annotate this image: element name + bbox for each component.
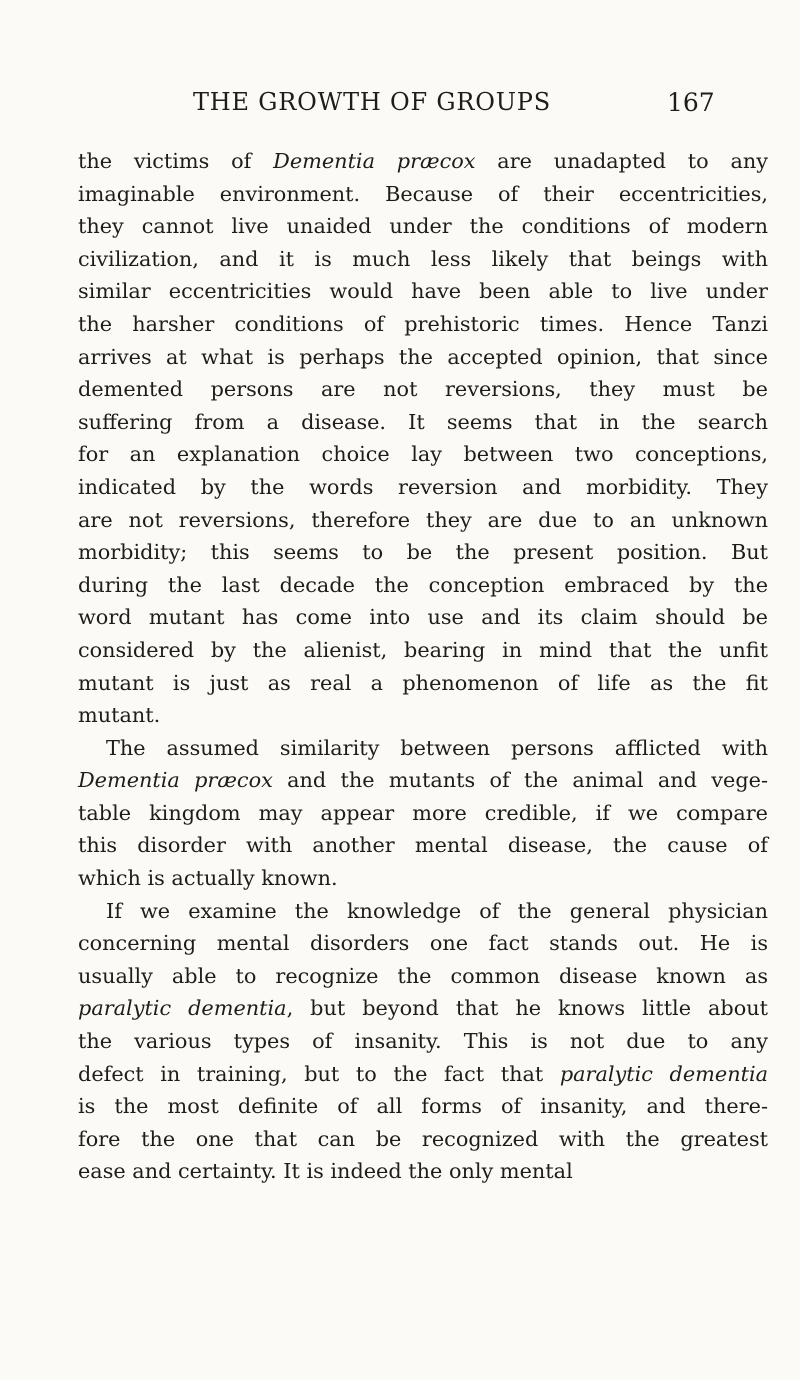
text-line — [78, 634, 768, 667]
italic-term: Dementia præcox — [273, 149, 476, 173]
text-line — [78, 927, 768, 960]
text-run: during the last decade the conception embraced by the — [78, 572, 768, 597]
text-run: suffering from a disease. It seems that in the search — [78, 409, 768, 434]
text-line — [78, 1090, 768, 1123]
text-line — [78, 536, 768, 569]
text-line — [78, 569, 768, 602]
text-line — [78, 699, 768, 732]
running-title: THE GROWTH OF GROUPS — [193, 88, 551, 116]
text-run: table kingdom may appear more credible, if we compare — [78, 800, 768, 825]
text-line — [78, 1058, 768, 1091]
text-run: which is actually known. — [78, 866, 338, 891]
text-run: If we examine the knowledge of the general physician — [106, 898, 768, 923]
text-line — [78, 601, 768, 634]
text-line — [78, 895, 768, 928]
text-run: morbidity; this seems to be the present position. But — [78, 540, 768, 565]
italic-term: paralytic dementia — [559, 1061, 768, 1086]
text-line — [78, 504, 768, 537]
text-line — [78, 667, 768, 700]
text-run: for an explanation choice lay between two conceptions, — [78, 442, 768, 467]
text-line — [78, 992, 768, 1025]
italic-term: paralytic dementia — [78, 996, 287, 1021]
text-line — [78, 829, 768, 862]
text-run: this disorder with another mental disease, the cause of — [78, 833, 768, 858]
text-run: the harsher conditions of prehistoric times. Hence Tanzi — [78, 311, 768, 336]
text-line — [78, 275, 768, 308]
text-run: they cannot live unaided under the conditions of modern — [78, 214, 768, 239]
text-run: considered by the alienist, bearing in mind that the unfit — [78, 637, 768, 662]
text-run: are not reversions, therefore they are due to an unknown — [78, 507, 768, 532]
text-line — [78, 960, 768, 993]
text-line — [78, 862, 768, 895]
text-run: ease and certainty. It is indeed the only mental — [78, 1159, 573, 1184]
text-run: concerning mental disorders one fact stands out. He is — [78, 931, 768, 956]
text-line — [78, 1123, 768, 1156]
text-line — [78, 210, 768, 243]
text-run: usually able to recognize the common disease known as — [78, 963, 768, 988]
body-text — [78, 145, 768, 1188]
text-line — [78, 178, 768, 211]
italic-term: Dementia præcox — [78, 768, 273, 793]
text-line — [78, 406, 768, 439]
text-run: demented persons are not reversions, they must be — [78, 377, 768, 402]
text-run: defect in training, but to the fact that — [78, 1061, 560, 1086]
text-run: the various types of insanity. This is not due to any — [78, 1029, 768, 1054]
text-line — [78, 373, 768, 406]
text-line — [78, 1025, 768, 1058]
text-run: imaginable environment. Because of their eccentricities, — [78, 181, 768, 206]
text-line — [78, 145, 768, 178]
text-line — [78, 764, 768, 797]
text-run: and the mutants of the animal and vege- — [272, 768, 768, 793]
text-run: mutant. — [78, 703, 161, 728]
text-run: , but beyond that he knows little about — [286, 996, 768, 1021]
running-head — [0, 88, 800, 124]
page-number: 167 — [667, 88, 715, 117]
text-line — [78, 797, 768, 830]
text-line — [78, 308, 768, 341]
text-run: similar eccentricities would have been able to live under — [78, 279, 768, 304]
text-run: the victims of — [78, 149, 274, 173]
text-line — [78, 341, 768, 374]
text-line — [78, 243, 768, 276]
text-line — [78, 471, 768, 504]
text-run: civilization, and it is much less likely that beings with — [78, 246, 768, 271]
text-run: fore the one that can be recognized with the greatest — [78, 1126, 768, 1151]
text-line — [78, 438, 768, 471]
text-run: word mutant has come into use and its claim should be — [78, 605, 768, 630]
text-run: are unadapted to any — [475, 149, 769, 173]
text-run: arrives at what is perhaps the accepted opinion, that since — [78, 344, 768, 369]
text-line — [78, 732, 768, 765]
text-run: is the most definite of all forms of insanity, and there- — [78, 1094, 768, 1119]
text-line — [78, 1155, 768, 1188]
text-run: mutant is just as real a phenomenon of life as the fit — [78, 670, 768, 695]
text-run: The assumed similarity between persons afflicted with — [106, 735, 768, 760]
text-run: indicated by the words reversion and morbidity. They — [78, 474, 768, 499]
